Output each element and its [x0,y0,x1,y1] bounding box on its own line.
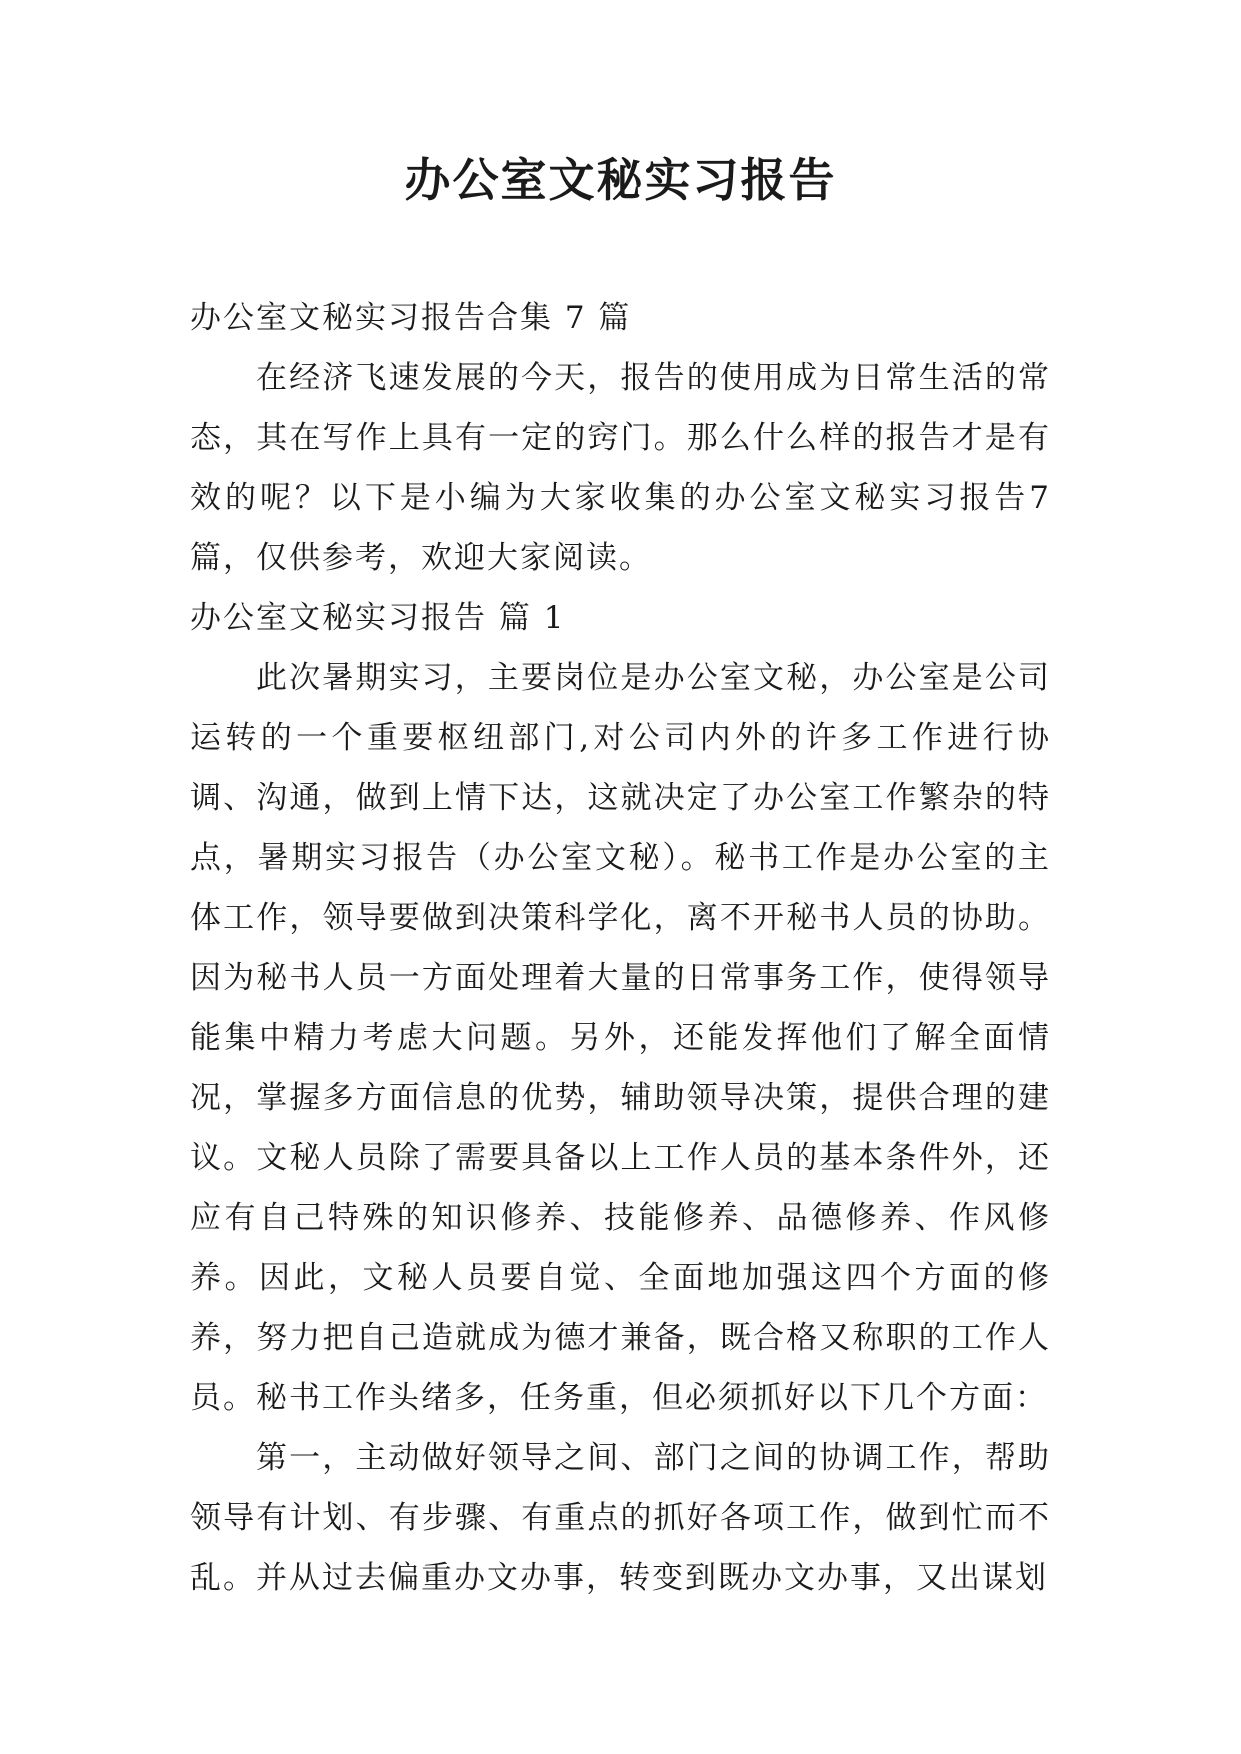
intro-paragraph: 在经济飞速发展的今天，报告的使用成为日常生活的常态，其在写作上具有一定的窍门。那么什么样的报告才是有效的呢？以下是小编为大家收集的办公室文秘实习报告7篇，仅供参考，欢迎大家阅读。 [190,360,1051,576]
section-heading-part-1: 办公室文秘实习报告 篇 1 [190,600,566,636]
collection-heading: 办公室文秘实习报告合集 7 篇 [190,300,632,336]
document-title: 办公室文秘实习报告 [404,153,837,207]
document-body [190,288,1051,1608]
body-paragraph: 第一，主动做好领导之间、部门之间的协调工作，帮助领导有计划、有步骤、有重点的抓好各项工作，做到忙而不乱。并从过去偏重办文办事，转变到既办文办事，又出谋划 [190,1440,1051,1596]
body-paragraph: 此次暑期实习，主要岗位是办公室文秘，办公室是公司运转的一个重要枢纽部门,对公司内外的许多工作进行协调、沟通，做到上情下达，这就决定了办公室工作繁杂的特点，暑期实习报告（办公室文秘）。秘书工作是办公室的主体工作，领导要做到决策科学化，离不开秘书人员的协助。因为秘书人员一方面处理着大量的日常事务工作，使得领导能集中精力考虑大问题。另外，还能发挥他们了解全面情况，掌握多方面信息的优势，辅助领导决策，提供合理的建议。文秘人员除了需要具备以上工作人员的基本条件外，还应有自己特殊的知识修养、技能修养、品德修养、作风修养。因此，文秘人员要自觉、全面地加强这四个方面的修养，努力把自己造就成为德才兼备，既合格又称职的工作人员。秘书工作头绪多，任务重，但必须抓好以下几个方面： [190,660,1051,1416]
